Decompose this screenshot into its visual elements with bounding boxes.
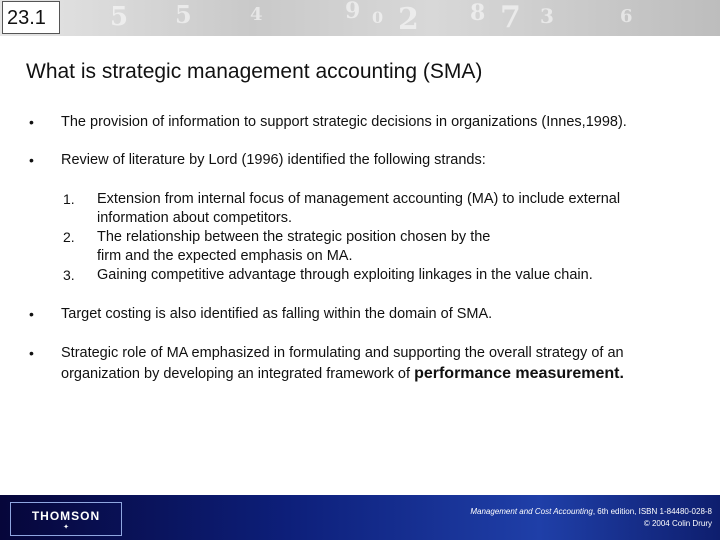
strand-number: 1. (63, 191, 75, 207)
thomson-logo (10, 502, 122, 536)
strand-number: 2. (63, 229, 75, 245)
banner-digit: 9 (345, 0, 361, 24)
bullet-marker: • (29, 114, 34, 130)
edition-info: , 6th edition, ISBN 1-84480-028-8 (592, 507, 712, 516)
banner-digit: 4 (250, 4, 263, 25)
banner-digit: 6 (620, 6, 633, 27)
banner-digit: 0 (372, 8, 384, 27)
footer-credit (470, 506, 712, 530)
book-title: Management and Cost Accounting (470, 507, 593, 516)
bullet-marker: • (29, 306, 34, 322)
bullet-text (61, 364, 624, 384)
banner-digit: 3 (540, 4, 554, 28)
banner-digit: 5 (110, 2, 129, 32)
bullet-marker: • (29, 152, 34, 168)
bullet-text-line: organization by developing an integrated framework of (61, 366, 411, 382)
banner-digit: 2 (398, 2, 419, 36)
star-icon: ✦ (63, 524, 69, 531)
bullet-text: The provision of information to support strategic decisions in organizations (Innes,1998). (61, 114, 627, 130)
header-banner (0, 0, 720, 36)
strand-text: Gaining competitive advantage through exploiting linkages in the value chain. (97, 267, 593, 283)
banner-digit: 5 (175, 0, 192, 29)
bullet-text: Strategic role of MA emphasized in formulating and supporting the overall strategy of an (61, 345, 624, 361)
strand-text: Extension from internal focus of management accounting (MA) to include external (97, 191, 621, 207)
bullet-marker: • (29, 345, 34, 361)
bullet-text: Review of literature by Lord (1996) identified the following strands: (61, 152, 486, 168)
slide-title: What is strategic management accounting (SMA) (26, 60, 483, 83)
bullet-text: Target costing is also identified as falling within the domain of SMA. (61, 306, 493, 322)
strand-text: information about competitors. (97, 210, 293, 226)
logo-text: THOMSON (31, 509, 101, 523)
strand-number: 3. (63, 267, 75, 283)
strand-text: firm and the expected emphasis on MA. (97, 248, 353, 264)
banner-digit: 7 (500, 0, 521, 35)
copyright: © 2004 Colin Drury (643, 519, 712, 528)
footer-bar (0, 495, 720, 540)
slide-number: 23.1 (2, 1, 60, 34)
emphasis-text: performance measurement. (414, 365, 624, 382)
banner-digit: 8 (470, 0, 486, 26)
strand-text: The relationship between the strategic position chosen by the (97, 229, 491, 245)
